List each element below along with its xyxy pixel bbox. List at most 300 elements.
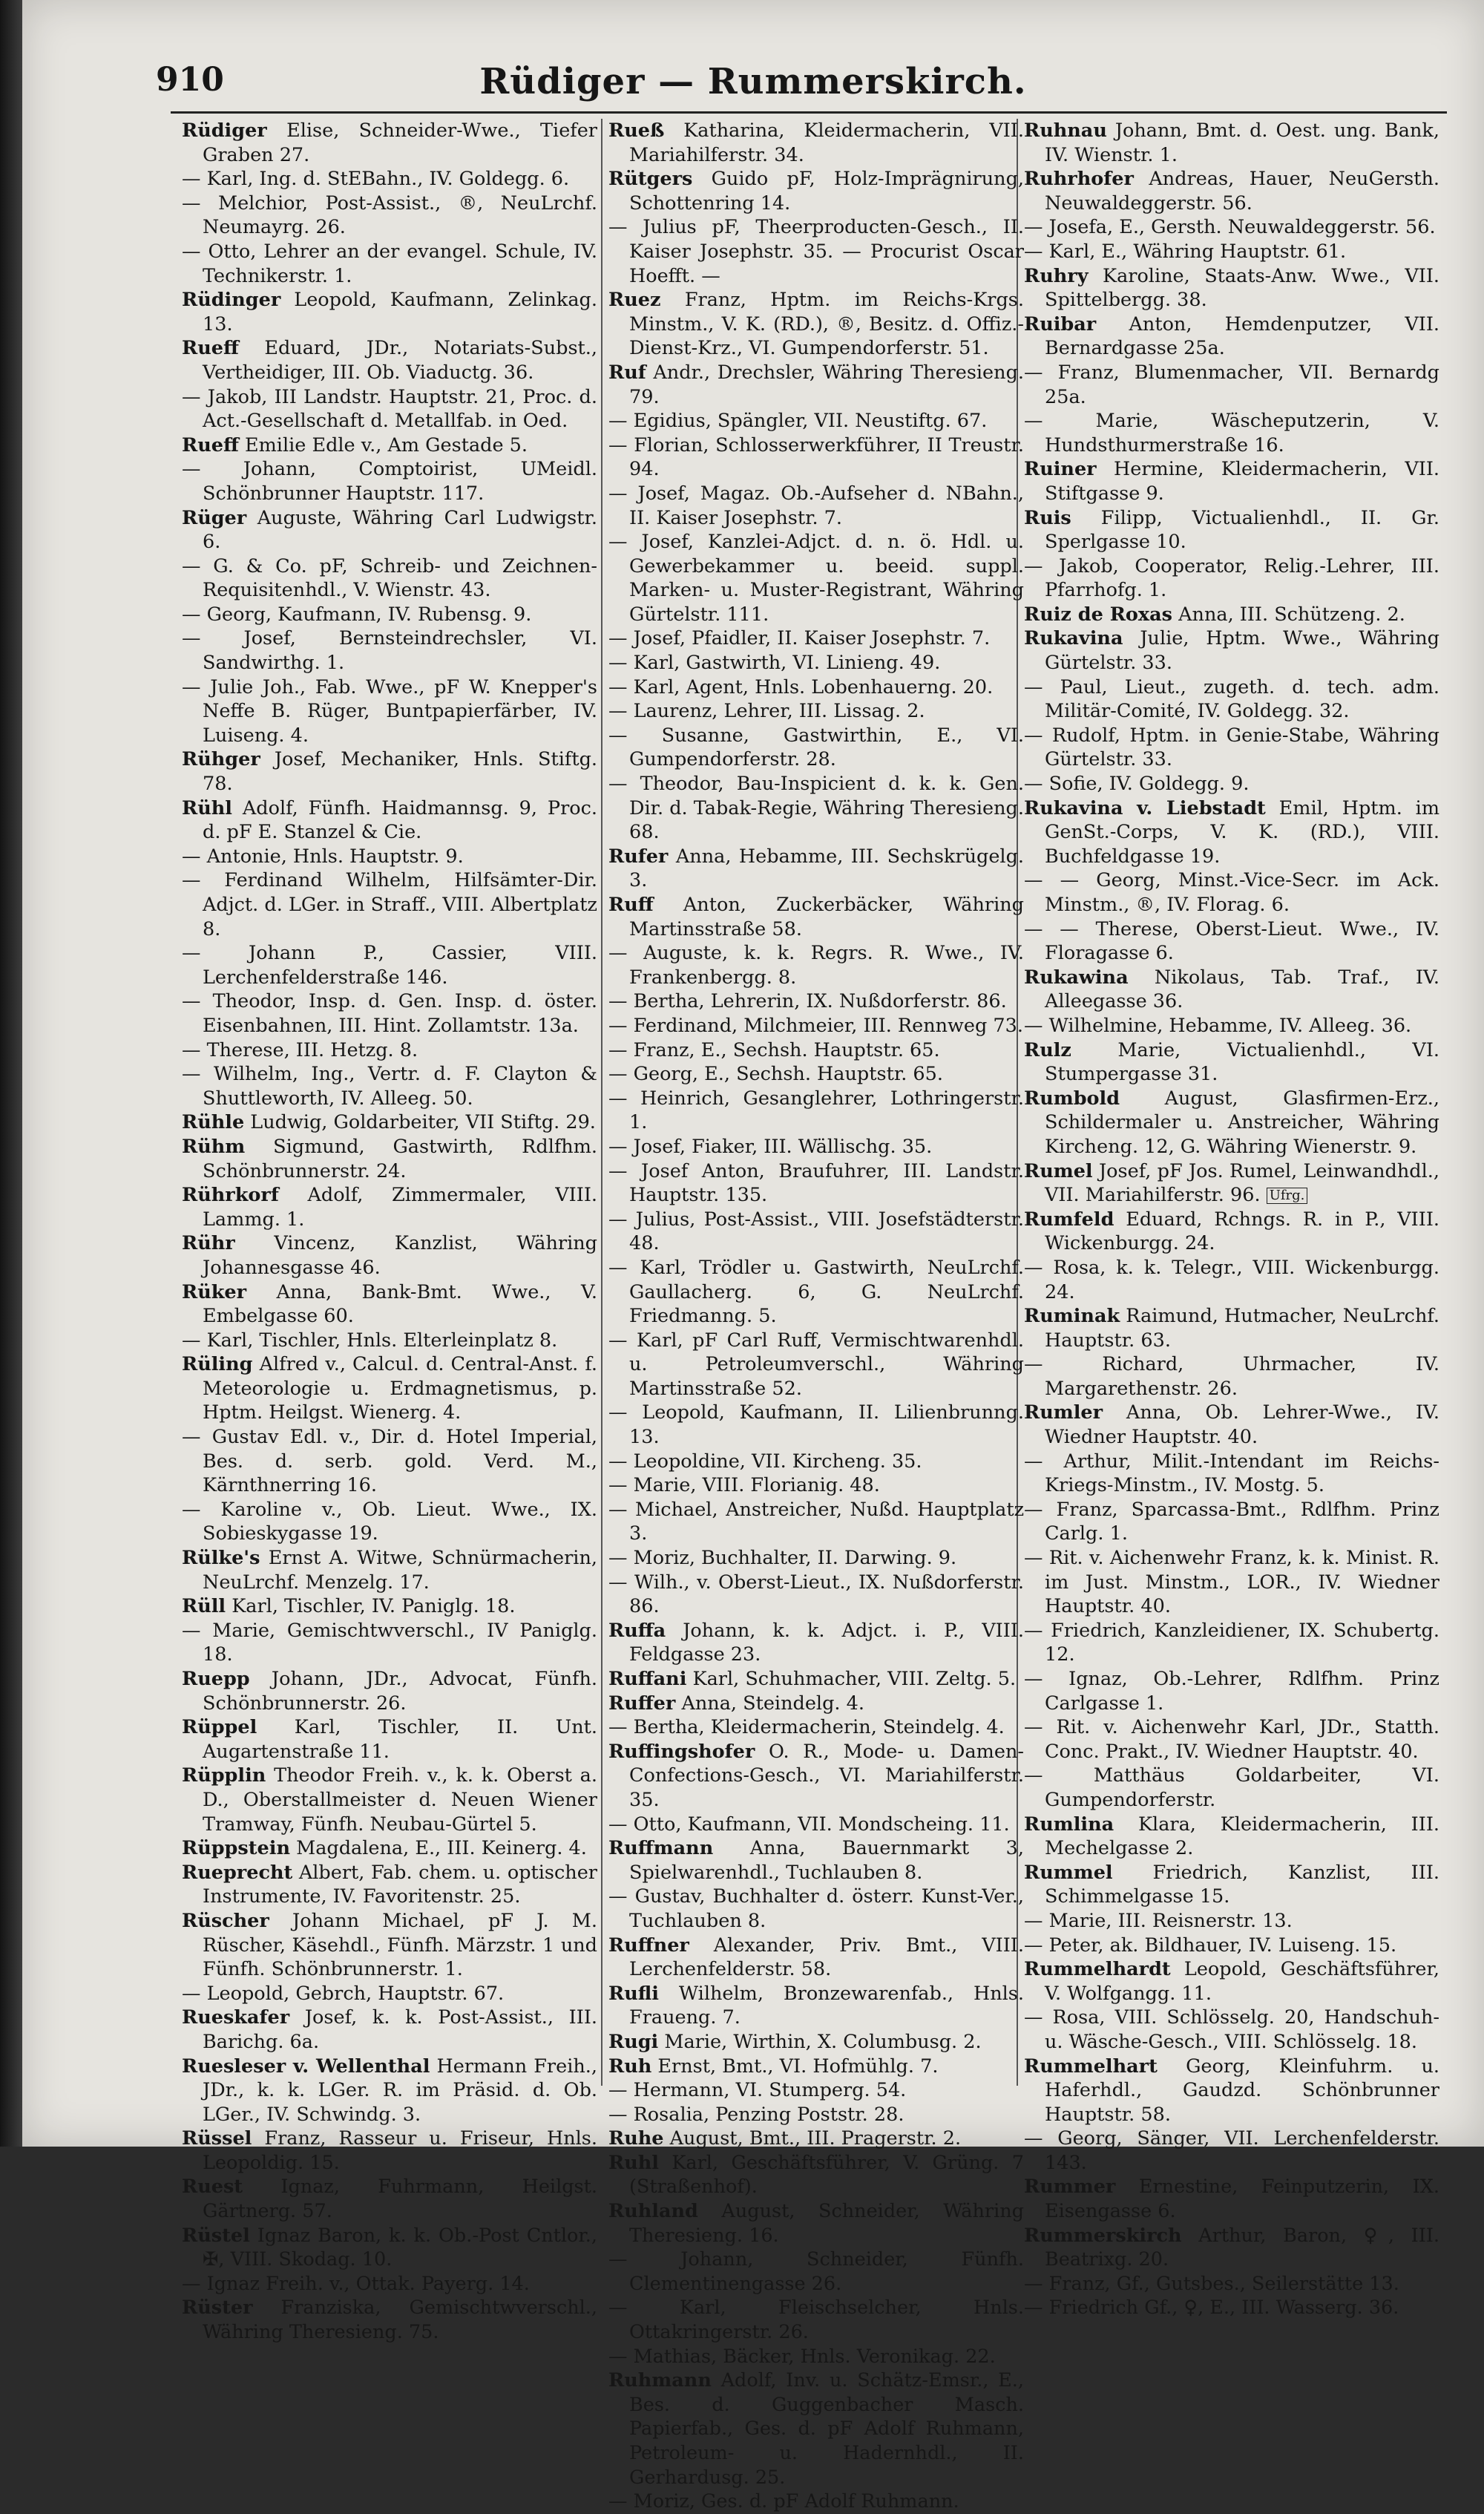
entry-text: — Bertha, Lehrerin, IX. Nußdorferstr. 86. <box>608 990 1007 1013</box>
directory-entry <box>608 433 1024 482</box>
entry-text: Albert, Fab. chem. u. optischer Instrumente, IV. Favoritenstr. 25. <box>203 1861 597 1908</box>
entry-surname: Rühl <box>182 796 232 819</box>
directory-entry <box>1024 361 1439 409</box>
entry-text: — Johann, Comptoirist, UMeidl. Schönbrunner Hauptstr. 117. <box>182 458 597 505</box>
entry-text: — Sofie, IV. Goldegg. 9. <box>1024 773 1250 796</box>
entry-text: Hermine, Kleidermacherin, VII. Stiftgasse 9. <box>1045 458 1439 505</box>
directory-entry <box>182 1667 597 1715</box>
directory-entry <box>608 1014 1024 1038</box>
entry-text: Andreas, Hauer, NeuGersth. Neuwaldeggerstr. 56. <box>1045 168 1439 215</box>
directory-entry <box>1024 1764 1439 1812</box>
directory-entry <box>608 893 1024 941</box>
directory-entry <box>608 1740 1024 1813</box>
entry-text: Hermann Freih., JDr., k. k. LGer. R. im Präsid. d. Ob. LGer., IV. Schwindg. 3. <box>203 2055 597 2126</box>
directory-entry <box>608 1813 1024 1837</box>
entry-text: Ludwig, Goldarbeiter, VII Stiftg. 29. <box>250 1111 596 1134</box>
entry-surname: Rumel <box>1024 1159 1093 1182</box>
directory-entry <box>182 2055 597 2127</box>
entry-text: — Ignaz, Ob.-Lehrer, Rdlfhm. Prinz Carlgasse 1. <box>1024 1668 1439 1715</box>
entry-text: Karl, Tischler, IV. Paniglg. 18. <box>232 1595 516 1618</box>
entry-text: Guido pF, Holz-Imprägnirung, Schottenring 14. <box>629 168 1024 215</box>
entry-text: Elise, Schneider-Wwe., Tiefer Graben 27. <box>203 120 597 166</box>
directory-entry <box>182 989 597 1038</box>
directory-entry <box>1024 966 1439 1014</box>
entry-text: — Franz, Sparcassa-Bmt., Rdlfhm. Prinz Carlg. 1. <box>1024 1498 1439 1545</box>
directory-entry <box>1024 2127 1439 2175</box>
entry-surname: Ruff <box>608 894 654 916</box>
entry-text: — Marie, VIII. Florianig. 48. <box>608 1474 880 1497</box>
directory-entry <box>182 2272 597 2297</box>
entry-text: August, Schneider, Währing Theresieng. 16. <box>629 2200 1025 2247</box>
directory-entry <box>1024 1450 1439 1498</box>
entry-text: — Karl, Gastwirth, VI. Linieng. 49. <box>608 652 941 675</box>
entry-surname: Rülke's <box>182 1547 260 1570</box>
entry-surname: Rueß <box>608 120 665 142</box>
entry-text: O. R., Mode- u. Damen-Confections-Gesch., VI. Mariahilferstr. 35. <box>629 1740 1024 1811</box>
entry-text: — Otto, Kaufmann, VII. Mondscheing. 11. <box>608 1813 1010 1836</box>
directory-entry <box>608 167 1024 215</box>
directory-entry <box>1024 2006 1439 2054</box>
entry-surname: Ruhnau <box>1024 120 1107 142</box>
entry-text: Josef, pF Jos. Rumel, Leinwandhdl., VII. Mariahilferstr. 96. <box>1045 1159 1439 1207</box>
entry-surname: Rüpplin <box>182 1764 266 1787</box>
entry-surname: Ruffa <box>608 1619 666 1642</box>
entry-text: — Marie, Gemischtwverschl., IV Paniglg. 18. <box>182 1619 597 1666</box>
entry-text: August, Bmt., III. Pragerstr. 2. <box>669 2127 962 2150</box>
entry-text: Anna, III. Schützeng. 2. <box>1178 603 1405 626</box>
entry-text: — Florian, Schlosserwerkführer, II Treustr. 94. <box>608 433 1024 481</box>
directory-entry <box>608 2369 1024 2490</box>
entry-text: — Laurenz, Lehrer, III. Lissag. 2. <box>608 700 925 723</box>
directory-entry <box>1024 167 1439 215</box>
directory-entry <box>608 1667 1024 1692</box>
entry-text: — Ferdinand, Milchmeier, III. Rennweg 73. <box>608 1014 1023 1037</box>
directory-entry <box>182 192 597 240</box>
entry-text: Karl, Tischler, II. Unt. Augartenstraße 11. <box>203 1716 597 1763</box>
directory-entry <box>1024 1208 1439 1256</box>
directory-entry <box>182 457 597 505</box>
entry-text: — Julie Joh., Fab. Wwe., pF W. Knepper's Neffe B. Rüger, Buntpapierfärber, IV. Luiseng. 4. <box>182 675 597 747</box>
directory-entry <box>608 845 1024 893</box>
entry-surname: Rüscher <box>182 1909 269 1932</box>
directory-entry <box>182 433 597 458</box>
directory-entry <box>1024 1715 1439 1764</box>
directory-entry <box>608 1038 1024 1063</box>
entry-text: Franz, Rasseur u. Friseur, Hnls. Leopoldig. 15. <box>203 2127 597 2174</box>
entry-surname: Ruhrhofer <box>1024 168 1134 191</box>
directory-entry <box>608 1715 1024 1740</box>
directory-entry <box>608 699 1024 724</box>
directory-entry <box>182 1594 597 1619</box>
entry-text: — Heinrich, Gesanglehrer, Lothringerstr. 1. <box>608 1087 1024 1134</box>
entry-text: — Johann P., Cassier, VIII. Lerchenfelderstraße 146. <box>182 942 597 989</box>
entry-surname: Ruez <box>608 289 661 312</box>
entry-text: Anna, Bauernmarkt 3, Spielwarenhdl., Tuchlauben 8. <box>629 1837 1025 1884</box>
directory-entry <box>608 482 1024 530</box>
directory-entry <box>182 1231 597 1280</box>
directory-entry <box>1024 675 1439 724</box>
directory-entry <box>608 772 1024 845</box>
entry-text: Marie, Victualienhdl., VI. Stumpergasse 31. <box>1045 1038 1439 1086</box>
entry-text: — Rosa, VIII. Schlösselg. 20, Handschuh- u. Wäsche-Gesch., VIII. Schlösselg. 18. <box>1024 2006 1439 2053</box>
entry-text: — Wilhelm, Ing., Vertr. d. F. Clayton & Shuttleworth, IV. Alleeg. 50. <box>182 1063 597 1110</box>
entry-text: — Friedrich Gf., ♀, E., III. Wasserg. 36. <box>1024 2297 1399 2320</box>
directory-entry <box>608 2248 1024 2296</box>
entry-text: — Friedrich, Kanzleidiener, IX. Schubertg. 12. <box>1024 1619 1439 1666</box>
entry-surname: Ruhland <box>608 2200 698 2223</box>
entry-text: — Franz, Blumenmacher, VII. Bernardg 25a. <box>1024 361 1439 408</box>
directory-entry <box>608 989 1024 1014</box>
directory-entry <box>182 626 597 675</box>
directory-entry <box>182 2127 597 2175</box>
directory-entry <box>1024 1934 1439 1958</box>
entry-text: — Wilhelmine, Hebamme, IV. Alleeg. 36. <box>1024 1014 1412 1037</box>
directory-entry <box>1024 409 1439 457</box>
entry-text: — Ignaz Freih. v., Ottak. Payerg. 14. <box>182 2272 530 2295</box>
directory-entry <box>608 1619 1024 1667</box>
entry-surname: Rummelhardt <box>1024 1958 1171 1981</box>
entry-text: — Rosa, k. k. Telegr., VIII. Wickenburgg. 24. <box>1024 1256 1439 1303</box>
directory-entry <box>608 1256 1024 1329</box>
entry-surname: Rufer <box>608 845 669 868</box>
entry-text: — Arthur, Milit.-Intendant im Reichs-Kriegs-Minstm., IV. Mostg. 5. <box>1024 1450 1439 1497</box>
directory-entry <box>608 1135 1024 1159</box>
entry-text: — Marie, Wäscheputzerin, V. Hundsthurmerstraße 16. <box>1024 410 1439 456</box>
entry-surname: Rummel <box>1024 1861 1113 1884</box>
entry-text: Johann, JDr., Advocat, Fünfh. Schönbrunnerstr. 26. <box>203 1668 597 1715</box>
entry-text: — Rit. v. Aichenwehr Franz, k. k. Minist. R. im Just. Minstm., LOR., IV. Wiedner Hauptstr. 40. <box>1024 1547 1439 1618</box>
entry-surname: Rummerskirch <box>1024 2224 1182 2247</box>
directory-entry <box>1024 1498 1439 1546</box>
entry-text: Julie, Hptm. Wwe., Währing Gürtelstr. 33. <box>1045 627 1440 675</box>
entry-text: — Karl, Trödler u. Gastwirth, NeuLrchf. Gaullacherg. 6, G. NeuLrchf. Friedmanng. 5. <box>608 1256 1024 1328</box>
entry-text: Karoline, Staats-Anw. Wwe., VII. Spittelbergg. 38. <box>1045 264 1439 312</box>
entry-surname: Ruh <box>608 2055 652 2078</box>
directory-entry <box>1024 1619 1439 1667</box>
directory-entry <box>608 1885 1024 1933</box>
directory-entry <box>608 675 1024 700</box>
directory-entry <box>608 1450 1024 1474</box>
entry-text: Ignaz, Fuhrmann, Heilgst. Gärtnerg. 57. <box>203 2176 597 2223</box>
directory-entry <box>608 1208 1024 1256</box>
directory-entry <box>182 119 597 167</box>
entry-text: — Moriz, Buchhalter, II. Darwing. 9. <box>608 1547 957 1570</box>
entry-text: — Marie, III. Reisnerstr. 13. <box>1024 1909 1293 1932</box>
directory-entry <box>1024 215 1439 240</box>
entry-surname: Ruhl <box>608 2151 659 2174</box>
directory-entry <box>182 1135 597 1183</box>
entry-text: — Josef, Kanzlei-Adjct. d. n. ö. Hdl. u. Gewerbekammer u. beeid. suppl. Marken- u. Muster-Registrant, Währing Gürtelstr. 111. <box>608 531 1024 626</box>
entry-text: — Karoline v., Ob. Lieut. Wwe., IX. Sobieskygasse 19. <box>182 1498 597 1545</box>
entry-text: Ignaz Baron, k. k. Ob.-Post Cntlor., ✠, VIII. Skodag. 10. <box>203 2224 597 2271</box>
directory-entry <box>608 1159 1024 1208</box>
directory-entry <box>182 1329 597 1353</box>
entry-text: — Susanne, Gastwirthin, E., VI. Gumpendorferstr. 28. <box>608 724 1024 771</box>
entry-text: Theodor Freih. v., k. k. Oberst a. D., Oberstallmeister d. Neuen Wiener Tramway, Fünfh. Neubau-Gürtel 5. <box>203 1764 597 1836</box>
entry-text: — Leopold, Gebrch, Hauptstr. 67. <box>182 1982 505 2005</box>
entry-surname: Rütgers <box>608 168 693 191</box>
directory-entry <box>608 1934 1024 1982</box>
entry-text: — Jakob, Cooperator, Relig.-Lehrer, III. Pfarrhofg. 1. <box>1024 554 1439 602</box>
entry-surname: Ruminak <box>1024 1305 1120 1328</box>
entry-surname: Ruiner <box>1024 458 1097 481</box>
directory-entry <box>182 675 597 748</box>
directory-entry <box>1024 1159 1439 1208</box>
directory-entry <box>182 1352 597 1425</box>
directory-entry <box>182 1062 597 1110</box>
directory-entry <box>1024 1909 1439 1934</box>
directory-entry <box>182 796 597 845</box>
directory-entry <box>608 2078 1024 2103</box>
entry-text: Filipp, Victualienhdl., II. Gr. Sperlgasse 10. <box>1045 506 1440 554</box>
directory-entry <box>182 2006 597 2054</box>
entry-text: Karl, Geschäftsführer, V. Grüng. 7 (Straßenhof). <box>629 2151 1024 2199</box>
entry-text: — Karl, E., Währing Hauptstr. 61. <box>1024 240 1347 263</box>
entry-text: — Josef, Magaz. Ob.-Aufseher d. NBahn., II. Kaiser Josephstr. 7. <box>608 482 1024 529</box>
directory-entry <box>1024 1087 1439 1159</box>
entry-text: Franz, Hptm. im Reichs-Krgs. Minstm., V. K. (RD.), ®, Besitz. d. Offiz.-Dienst-Krz., VI. Gumpendorferstr. 51. <box>629 289 1025 360</box>
entry-text: Eduard, JDr., Notariats-Subst., Vertheidiger, III. Ob. Viaductg. 36. <box>203 337 597 384</box>
entry-surname: Ruiz de Roxas <box>1024 603 1172 626</box>
entry-text: — Richard, Uhrmacher, IV. Margarethenstr. 26. <box>1024 1353 1439 1400</box>
directory-entry <box>608 2345 1024 2369</box>
entry-text: — Melchior, Post-Assist., ®, NeuLrchf. Neumayrg. 26. <box>182 192 597 239</box>
entry-surname: Rukawina <box>1024 966 1129 989</box>
entry-surname: Rulz <box>1024 1038 1071 1061</box>
entry-text: Leopold, Geschäftsführer, V. Wolfgangg. 11. <box>1045 1958 1440 2005</box>
directory-entry <box>182 167 597 192</box>
directory-page <box>22 0 1484 2513</box>
book-spine-edge <box>0 0 22 2147</box>
entry-text: Ernst A. Witwe, Schnürmacherin, NeuLrchf. Menzelg. 17. <box>203 1547 597 1594</box>
entry-text: Karl, Schuhmacher, VIII. Zeltg. 5. <box>692 1668 1017 1690</box>
directory-entry <box>608 724 1024 772</box>
entry-surname: Rüdinger <box>182 289 281 312</box>
entry-surname: Ruffer <box>608 1692 676 1715</box>
directory-entry <box>182 845 597 869</box>
entry-text: Anna, Hebamme, III. Sechskrügelg. 3. <box>629 845 1024 892</box>
entry-text: Ernst, Bmt., VI. Hofmühlg. 7. <box>657 2055 939 2078</box>
directory-entry <box>608 651 1024 675</box>
directory-entry <box>1024 2055 1439 2127</box>
directory-entry <box>608 1087 1024 1135</box>
directory-entry <box>608 941 1024 989</box>
directory-entry <box>1024 264 1439 312</box>
entry-text: — Bertha, Kleidermacherin, Steindelg. 4. <box>608 1716 1005 1739</box>
directory-entry <box>1024 1256 1439 1304</box>
entry-text: Anton, Hemdenputzer, VII. Bernardgasse 25a. <box>1045 312 1439 360</box>
directory-entry <box>182 336 597 384</box>
entry-surname: Rugi <box>608 2030 659 2053</box>
directory-entry <box>1024 1813 1439 1861</box>
directory-entry <box>1024 2224 1439 2272</box>
entry-surname: Rühle <box>182 1111 245 1134</box>
directory-entry <box>1024 1667 1439 1715</box>
directory-entry <box>1024 1401 1439 1449</box>
entry-surname: Rukavina v. Liebstadt <box>1024 796 1266 819</box>
directory-entry <box>1024 2272 1439 2297</box>
directory-entry <box>608 2296 1024 2344</box>
entry-surname: Rüstel <box>182 2224 250 2247</box>
entry-surname: Ruffingshofer <box>608 1740 755 1763</box>
directory-entry <box>608 1982 1024 2030</box>
entry-text: Johann Michael, pF J. M. Rüscher, Käsehdl., Fünfh. Märzstr. 1 und Fünfh. Schönbrunnerstr. 1. <box>203 1909 597 1981</box>
entry-surname: Rueff <box>182 337 239 360</box>
entry-surname: Ruhe <box>608 2127 664 2150</box>
entry-text: Eduard, Rchngs. R. in P., VIII. Wickenburgg. 24. <box>1045 1208 1439 1255</box>
directory-entry <box>608 288 1024 361</box>
directory-entry <box>182 1861 597 1909</box>
directory-entry <box>1024 119 1439 167</box>
entry-surname: Rumbold <box>1024 1087 1120 1110</box>
entry-surname: Rukavina <box>1024 627 1123 650</box>
entry-surname: Rueff <box>182 433 239 456</box>
entry-surname: Ruf <box>608 361 646 384</box>
entry-surname: Rüker <box>182 1280 247 1303</box>
entry-text: — Theodor, Insp. d. Gen. Insp. d. öster. Eisenbahnen, III. Hint. Zollamtstr. 13a. <box>182 990 597 1037</box>
page-number: 910 <box>156 61 224 99</box>
entry-text: — Karl, Ing. d. StEBahn., IV. Goldegg. 6. <box>182 168 570 191</box>
directory-entry <box>182 747 597 796</box>
entry-surname: Ruffani <box>608 1668 687 1690</box>
entry-text: Anna, Ob. Lehrer-Wwe., IV. Wiedner Hauptstr. 40. <box>1045 1401 1439 1449</box>
entry-text: Adolf, Fünfh. Haidmannsg. 9, Proc. d. pF E. Stanzel & Cie. <box>203 796 597 844</box>
entry-text: — Matthäus Goldarbeiter, VI. Gumpendorferstr. <box>1024 1764 1439 1811</box>
entry-text: Raimund, Hutmacher, NeuLrchf. Hauptstr. 63. <box>1045 1305 1440 1352</box>
directory-entry <box>608 1836 1024 1885</box>
entry-text: — Gustav, Buchhalter d. österr. Kunst-Ver., Tuchlauben 8. <box>608 1885 1024 1932</box>
directory-entry <box>608 626 1024 651</box>
entry-text: — Rudolf, Hptm. in Genie-Stabe, Währing Gürtelstr. 33. <box>1024 724 1439 771</box>
directory-entry <box>182 941 597 989</box>
entry-text: Arthur, Baron, ♀, III. Beatrixg. 20. <box>1045 2224 1440 2271</box>
entry-text: — Therese, III. Hetzg. 8. <box>182 1038 418 1061</box>
directory-entry <box>608 2055 1024 2079</box>
entry-text: — Egidius, Spängler, VII. Neustiftg. 67. <box>608 410 988 433</box>
directory-entry <box>182 1183 597 1231</box>
entry-surname: Rueprecht <box>182 1861 293 1884</box>
entry-surname: Ruhmann <box>608 2369 712 2392</box>
entry-text: Marie, Wirthin, X. Columbusg. 2. <box>664 2030 982 2053</box>
entry-surname: Rumfeld <box>1024 1208 1114 1231</box>
column-3 <box>1024 119 1440 2320</box>
directory-entry <box>182 506 597 554</box>
directory-entry <box>608 2151 1024 2199</box>
entry-text: — Wilh., v. Oberst-Lieut., IX. Nußdorferstr. 86. <box>608 1571 1024 1618</box>
entry-surname: Rueskafer <box>182 2006 290 2029</box>
entry-surname: Ruest <box>182 2176 243 2199</box>
entry-text: — Karl, Fleischselcher, Hnls. Ottakringerstr. 26. <box>608 2297 1024 2344</box>
entry-surname: Rumlina <box>1024 1813 1114 1836</box>
directory-entry <box>182 2175 597 2223</box>
entry-surname: Ruibar <box>1024 312 1097 335</box>
directory-entry <box>182 1764 597 1836</box>
directory-entry <box>1024 554 1439 603</box>
entry-text: — Rit. v. Aichenwehr Karl, JDr., Statth. Conc. Prakt., IV. Wiedner Hauptstr. 40. <box>1024 1716 1439 1763</box>
entry-surname: Rühr <box>182 1232 235 1255</box>
entry-surname: Rüppstein <box>182 1837 290 1860</box>
directory-entry <box>1024 1014 1439 1038</box>
entry-text: Friedrich, Kanzlist, III. Schimmelgasse 15. <box>1045 1861 1440 1908</box>
directory-entry <box>1024 796 1439 869</box>
entry-text: — Franz, Gf., Gutsbes., Seilerstätte 13. <box>1024 2272 1399 2295</box>
directory-entry <box>608 409 1024 433</box>
directory-entry <box>182 603 597 627</box>
directory-entry <box>1024 917 1439 966</box>
directory-entry <box>182 2296 597 2344</box>
directory-entry <box>182 1909 597 1982</box>
entry-text: Katharina, Kleidermacherin, VII. Mariahilferstr. 34. <box>629 120 1024 166</box>
entry-surname: Ruesleser v. Wellenthal <box>182 2055 430 2078</box>
column-2 <box>608 119 1025 2513</box>
entry-surname: Ruffmann <box>608 1837 714 1860</box>
entry-surname: Rüssel <box>182 2127 252 2150</box>
directory-entry <box>1024 1861 1439 1909</box>
running-head: Rüdiger — Rummerskirch. <box>479 61 1027 102</box>
entry-text: — Mathias, Bäcker, Hnls. Veronikag. 22. <box>608 2345 996 2368</box>
directory-entry <box>608 1329 1024 1401</box>
entry-text: Adolf, Inv. u. Schätz-Emsr., E., Bes. d. Guggenbacher Masch. Papierfab., Ges. d. pF Adolf Ruhmann, Petroleum- u. Hadernhdl., II. Gerhardusg. 25. <box>629 2369 1025 2489</box>
column-1 <box>182 119 598 2344</box>
entry-text: Leopold, Kaufmann, Zelinkag. 13. <box>203 289 597 335</box>
entry-text: — Johann, Schneider, Fünfh. Clementinengasse 26. <box>608 2248 1024 2295</box>
directory-entry <box>182 1982 597 2006</box>
entry-text: — Rosalia, Penzing Poststr. 28. <box>608 2103 904 2126</box>
entry-text: — Theodor, Bau-Inspicient d. k. k. Gen. Dir. d. Tabak-Regie, Währing Theresieng. 68. <box>608 773 1024 844</box>
directory-entry <box>1024 1038 1439 1087</box>
entry-text: — Otto, Lehrer an der evangel. Schule, IV. Technikerstr. 1. <box>182 240 597 287</box>
entry-text: — Josef Anton, Braufuhrer, III. Landstr. Hauptstr. 135. <box>608 1159 1024 1207</box>
directory-entry <box>182 554 597 603</box>
entry-text: Franziska, Gemischtwverschl., Währing Theresieng. 75. <box>203 2297 598 2344</box>
entry-text: August, Glasfirmen-Erz., Schildermaler u. Anstreicher, Währing Kircheng. 12, G. Währing Wienerstr. 9. <box>1045 1087 1439 1158</box>
directory-entry <box>1024 1546 1439 1619</box>
directory-entry <box>182 868 597 941</box>
entry-text: — Josef, Bernsteindrechsler, VI. Sandwirthg. 1. <box>182 627 597 675</box>
entry-text: — Karl, Tischler, Hnls. Elterleinplatz 8. <box>182 1329 558 1352</box>
directory-entry <box>182 1498 597 1546</box>
entry-text: Emilie Edle v., Am Gestade 5. <box>245 433 528 456</box>
directory-entry <box>182 1280 597 1329</box>
directory-entry <box>1024 868 1439 917</box>
entry-text: — Julius pF, Theerproducten-Gesch., II. Kaiser Josephstr. 35. — Procurist Oscar Hoefft. — <box>608 216 1024 287</box>
entry-text: Vincenz, Kanzlist, Währing Johannesgasse 46. <box>203 1232 597 1279</box>
directory-entry <box>608 119 1024 167</box>
entry-text: — Franz, E., Sechsh. Hauptstr. 65. <box>608 1038 940 1061</box>
entry-text: Andr., Drechsler, Währing Theresieng. 79. <box>629 361 1024 408</box>
entry-text: — Ferdinand Wilhelm, Hilfsämter-Dir. Adjct. d. LGer. in Straff., VIII. Albertplatz 8. <box>182 869 597 940</box>
entry-surname: Rüppel <box>182 1716 257 1739</box>
entry-surname: Rüster <box>182 2297 253 2320</box>
entry-text: Ernestine, Feinputzerin, IX. Eisengasse 6. <box>1045 2176 1439 2223</box>
directory-entry <box>1024 1352 1439 1401</box>
directory-entry <box>608 1062 1024 1087</box>
entry-text: — Josefa, E., Gersth. Neuwaldeggerstr. 56. <box>1024 216 1436 239</box>
directory-entry <box>182 1836 597 1861</box>
directory-entry <box>182 1619 597 1667</box>
entry-surname: Ruis <box>1024 506 1071 529</box>
entry-text: — Josef, Pfaidler, II. Kaiser Josephstr. 7. <box>608 627 991 650</box>
directory-entry <box>1024 772 1439 796</box>
entry-text: Klara, Kleidermacherin, III. Mechelgasse 2. <box>1045 1813 1439 1860</box>
entry-text: — Leopoldine, VII. Kircheng. 35. <box>608 1450 922 1473</box>
firm-register-badge: Ufrg. <box>1267 1188 1308 1204</box>
directory-entry <box>608 361 1024 409</box>
directory-entry <box>608 215 1024 288</box>
directory-entry <box>608 1546 1024 1571</box>
entry-text: Anna, Steindelg. 4. <box>681 1692 864 1715</box>
entry-text: — Georg, E., Sechsh. Hauptstr. 65. <box>608 1063 943 1086</box>
